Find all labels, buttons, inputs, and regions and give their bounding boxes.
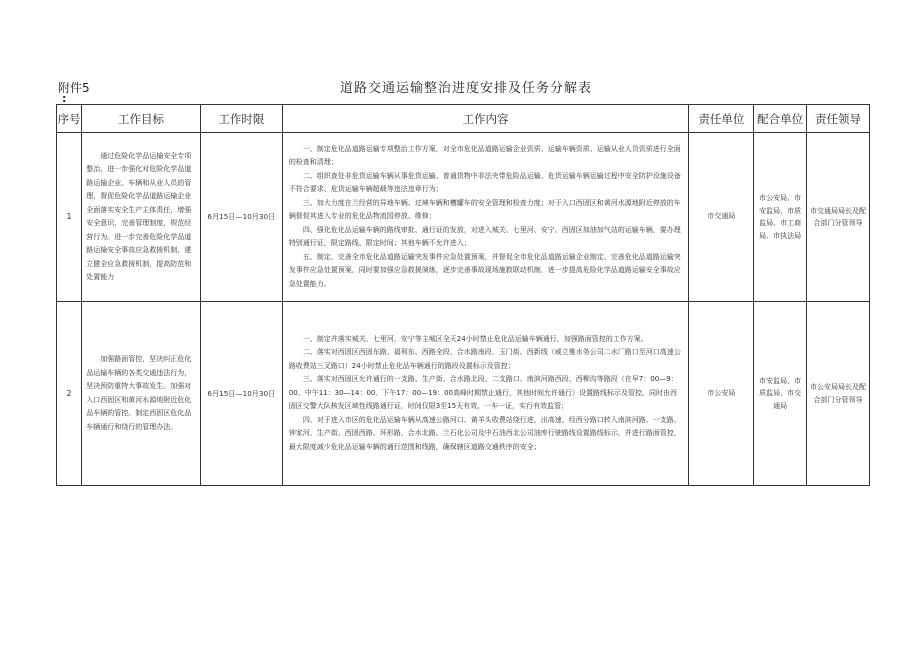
content-item: 五、制定、完善全市危化品道路运输突发事件应急处置预案，并督促全市危化品道路运输企业制定、完善危化品道路运输突发事件应急处置预案，同时要加强应急救援演练，逐步完善事故现场施救联动机制，进一步提高危险化学品道路运输安全事故应急处置能力。 [288,252,681,288]
responsible-unit: 市交通局 [689,133,754,302]
header-cooperating: 配合单位 [754,105,807,133]
attachment-label: 附件5 [58,81,90,95]
table-row [57,133,870,302]
responsible-leader: 市交通局局长及配合部门分管领导 [806,133,869,302]
task-table [56,104,870,486]
work-content [282,302,689,486]
responsible-leader: 市公安局局长及配合部门分管领导 [806,302,869,486]
header-no: 序号 [57,105,82,133]
content-item: 三、落实对西固区允许通行的一支路、生产街、合水路北段、二支路口、南滨河路西段、西柳沟等路段（在早7：00—9：00、中午11：30—14：00、下午17：00—19：00高峰时期禁止通行，其他时间允许通行）设置路线标示及管控。同时由西固区交警大队核发区域性线路通行证，时间仅限3至15天有效，一车一证，实行有效监管； [288,375,678,411]
attachment-colon: : [62,92,67,105]
row-number: 2 [57,302,82,486]
content-item: 二、落实对西固区西固东路、福利东、西路全段、合水路南段、玉门街、西新线（威立雅水务公司二水厂路口至河口高速公路收费站三叉路口）24小时禁止危化品车辆通行的路段设置标示及管控； [288,348,681,370]
cooperating-unit: 市安监局、市质监局、市交通局 [754,302,807,486]
row-number: 1 [57,133,82,302]
table-header-row [57,105,870,133]
header-period: 工作时限 [200,105,282,133]
header-goal: 工作目标 [82,105,201,133]
header-content: 工作内容 [282,105,689,133]
header-leader: 责任领导 [806,105,869,133]
content-item: 一、制定危化品道路运输专项整治工作方案，对全市危化品道路运输企业资质、运输车辆资质、运输从业人员资质进行全面的检查和清理； [288,144,681,167]
work-period: 6月15日—10月30日 [200,302,282,486]
cooperating-unit: 市公安局、市安监局、市质监局、市工商局、市执法局 [754,133,807,302]
work-goal: 通过危险化学品运输安全专项整治，进一步强化对危险化学品道路运输企业、车辆和从业人员的管理，督促危险化学品道路运输企业全面落实安全生产主体责任，增强安全意识，完善管理制度，规范经营行为。进一步完善危险化学品道路运输安全事故应急救援机制，建立健全应急救援机制，提高防范和处置能力 [82,133,201,302]
responsible-unit: 市公安局 [689,302,754,486]
work-content [282,133,689,302]
work-goal: 加强路面管控，坚决纠正危化品运输车辆的各类交通违法行为，坚决预防重特大事故发生。加强对入口西固区和黄河水源地附近危化品车辆的管控。制定西固区危化品车辆通行和绕行的管理办法。 [82,302,201,486]
content-item: 一、制定并落实城关、七里河、安宁等主城区全天24小时禁止危化品运输车辆通行，加强路面管控的工作方案。 [302,334,648,343]
content-item: 二、组织查处非危货运输车辆从事危货运输、普通货物中非法夹带危险品运输、危货运输车辆运输过程中安全防护设施设备不符合要求、危货运输车辆超载等违法违章行为； [288,171,681,194]
header-responsible: 责任单位 [689,105,754,133]
content-item: 四、对于进入市区的危化品运输车辆从高速公路河口、黄羊头收费站绕行进、出高速，经西分路口转入南滨河路、一支路、钟家河、生产街、西固西路、环形路、合水北路、兰石化公司及中石油西北公司油库行驶路线设置路线标示，并进行路面管控，最大限度减少危化品运输车辆的通行范围和线路，确保辖区道路交通秩序的安全； [288,415,681,451]
work-period: 6月15日—10月30日 [200,133,282,302]
content-item: 四、强化危化品运输车辆的路线审批、通行证的发放，对进入城关、七里河、安宁、西固区加油加气站的运输车辆，要办理特别通行证，限定路线、限定时间；其他车辆不允许进入； [288,225,681,248]
content-item: 三、加大力度在兰经营的异地车辆、过境车辆和槽罐车的安全管理和检查力度；对于入口西固区和黄河水源地附近停放的车辆督促其进入专业的危化品物流园停放、维修； [288,198,681,221]
document-title: 道路交通运输整治进度安排及任务分解表 [340,81,593,96]
table-row [57,302,870,486]
